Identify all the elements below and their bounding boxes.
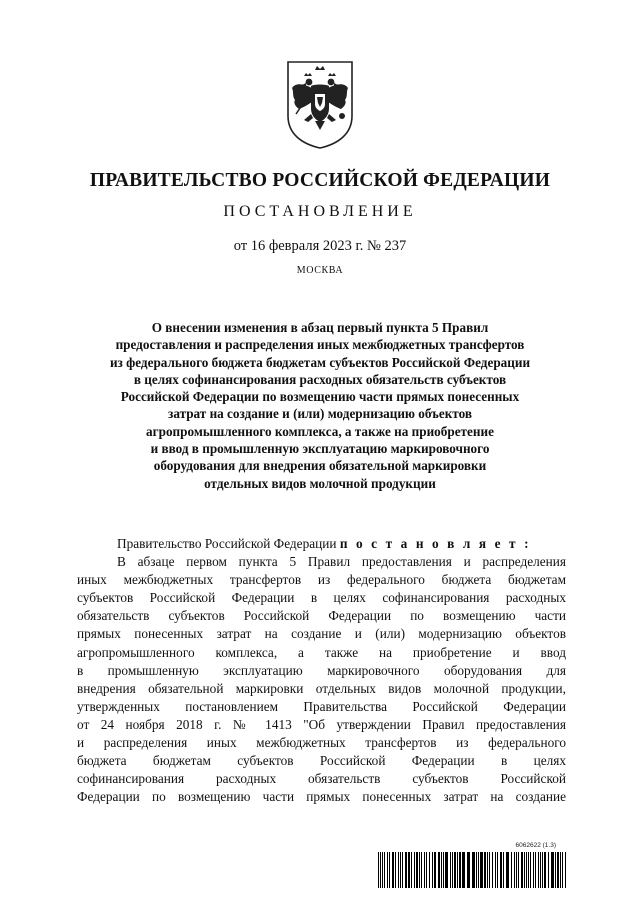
heading-line: в целях софинансирования расходных обязательств субъектов <box>133 371 507 387</box>
date-and-number: от 16 февраля 2023 г. № 237 <box>233 238 407 254</box>
city-label: МОСКВА <box>296 265 344 276</box>
document-heading <box>70 319 570 492</box>
body-line: обязательств субъектов Российской Федерации по возмещению части <box>77 608 566 624</box>
body-line: Федерации по возмещению части прямых понесенных затрат на создание <box>77 789 566 805</box>
body-line: и распределения иных межбюджетных трансфертов из федерального <box>77 735 566 751</box>
body-line: бюджета бюджетам субъектов Российской Федерации в целях <box>77 753 566 769</box>
intro-text: Правительство Российской Федерации <box>117 536 337 551</box>
body-line: утвержденных постановлением Правительства Российской Федерации <box>77 698 566 714</box>
body-line: субъектов Российской Федерации в целях софинансирования расходных <box>77 590 566 606</box>
heading-line: и ввод в промышленную эксплуатацию маркировочного <box>150 441 490 457</box>
heading-line: из федерального бюджета бюджетам субъектов Российской Федерации <box>109 354 531 370</box>
heading-line: оборудования для внедрения обязательной маркировки <box>153 458 487 474</box>
document-barcode <box>378 842 568 892</box>
document-kind: ПОСТАНОВЛЕНИЕ <box>223 203 417 220</box>
heading-line: отдельных видов молочной продукции <box>204 475 436 491</box>
body-line: агропромышленного комплекса, а также на приобретение и ввод <box>77 644 566 660</box>
body-line: прямых понесенных затрат на создание и (или) модернизацию объектов <box>77 626 566 642</box>
barcode-icon <box>378 852 568 888</box>
barcode-number: 6062622 (1.3) <box>515 842 556 849</box>
heading-line: Российской Федерации по возмещению части прямых понесенных <box>120 389 520 405</box>
coat-of-arms-icon <box>282 58 358 150</box>
heading-line: затрат на создание и (или) модернизацию объектов <box>168 406 472 422</box>
decree-keyword: п о с т а н о в л я е т : <box>339 536 532 551</box>
heading-line: агропромышленного комплекса, а также на приобретение <box>146 423 494 439</box>
body-line: внедрения обязательной маркировки отдельных видов молочной продукции, <box>77 680 566 696</box>
heading-line: предоставления и распределения иных межбюджетных трансфертов <box>115 337 525 353</box>
body-line: В абзаце первом пункта 5 Правил предоставления и распределения <box>117 554 566 570</box>
body-line: от 24 ноября 2018 г. № 1413 "Об утверждении Правил предоставления <box>77 716 566 732</box>
heading-line: О внесении изменения в абзац первый пункта 5 Правил <box>151 320 489 335</box>
government-title: ПРАВИТЕЛЬСТВО РОССИЙСКОЙ ФЕДЕРАЦИИ <box>89 170 551 191</box>
document-body <box>77 535 566 806</box>
body-line: в промышленную эксплуатацию маркировочного оборудования для <box>77 662 566 678</box>
body-line: софинансирования расходных обязательств субъектов Российской <box>77 771 566 787</box>
body-line: иных межбюджетных трансфертов из федерального бюджета бюджетам <box>77 572 566 588</box>
intro-line <box>77 535 566 553</box>
